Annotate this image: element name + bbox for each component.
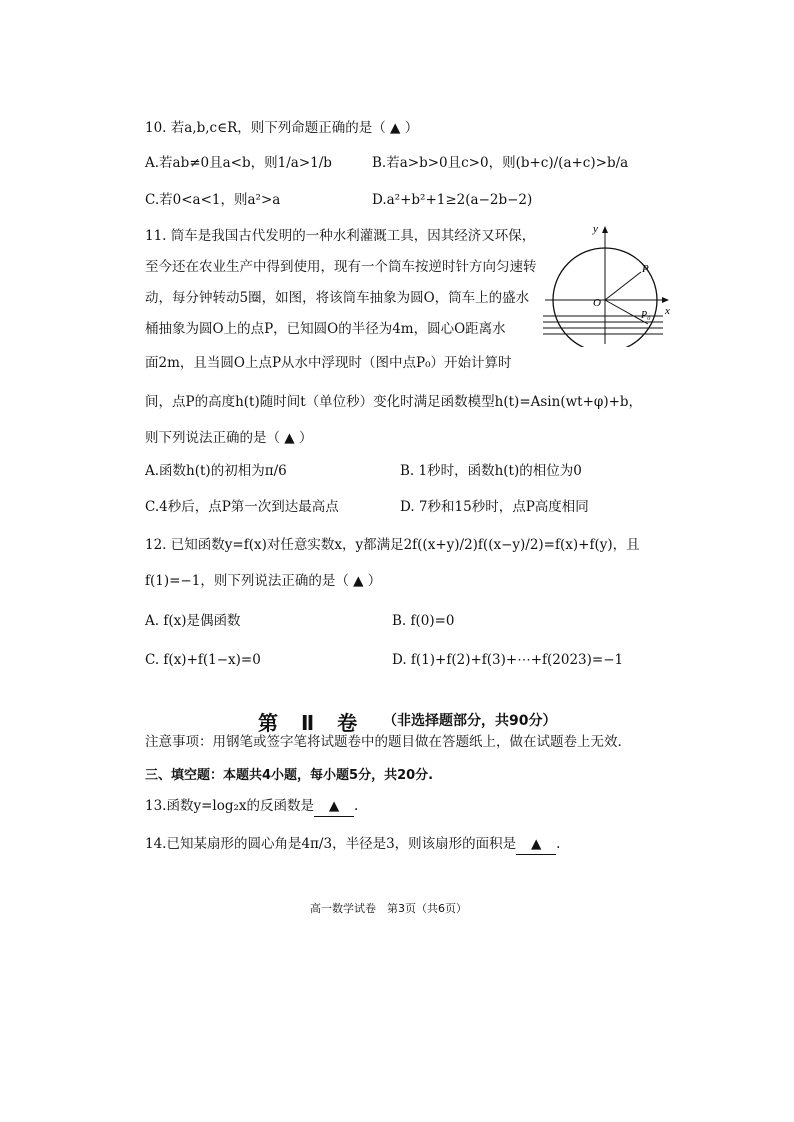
q11-line-6: 间，点P的高度h(t)随时间t（单位秒）变化时满足函数模型h(t)=Asin(wt+φ)+b， bbox=[145, 394, 643, 410]
q13-answer-blank: ▲ bbox=[314, 796, 354, 817]
q14-end: . bbox=[556, 836, 561, 852]
q14-answer-blank: ▲ bbox=[516, 834, 556, 855]
radius-op bbox=[605, 272, 641, 300]
q12-option-a: A. f(x)是偶函数 bbox=[145, 613, 241, 629]
label-p: P bbox=[642, 263, 649, 275]
q13-end: . bbox=[354, 798, 359, 814]
q12-option-d: D. f(1)+f(2)+f(3)+⋯+f(2023)=−1 bbox=[392, 652, 624, 668]
label-o: O bbox=[593, 297, 601, 309]
part2-title: 第 Ⅱ 卷 bbox=[258, 711, 366, 735]
label-p0: P₀ bbox=[641, 310, 651, 321]
q10-stem: 10. 若a,b,c∈R，则下列命题正确的是（ ▲ ） bbox=[145, 120, 419, 136]
water-wheel-diagram bbox=[535, 222, 675, 347]
q10-option-a: A.若ab≠0且a<b，则1/a>1/b bbox=[145, 155, 332, 171]
q11-line-2: 至今还在农业生产中得到使用，现有一个筒车按逆时针方向匀速转 bbox=[145, 259, 537, 275]
q12-line-1: 12. 已知函数y=f(x)对任意实数x，y都满足2f((x+y)/2)f((x−y)/2)=f(x)+f(y)，且 bbox=[145, 537, 640, 553]
q10-option-b: B.若a>b>0且c>0，则(b+c)/(a+c)>b/a bbox=[372, 155, 629, 171]
q11-line-1: 11. 筒车是我国古代发明的一种水利灌溉工具，因其经济又环保， bbox=[145, 228, 536, 244]
x-axis-arrow bbox=[662, 297, 669, 303]
q11-option-d: D. 7秒和15秒时，点P高度相同 bbox=[400, 499, 589, 515]
q11-line-7: 则下列说法正确的是（ ▲ ） bbox=[145, 430, 313, 446]
q12-line-2: f(1)=−1，则下列说法正确的是（ ▲ ） bbox=[145, 573, 382, 589]
q10-option-c: C.若0<a<1，则a²>a bbox=[145, 192, 281, 208]
q14-text: 14.已知某扇形的圆心角是4π/3，半径是3，则该扇形的面积是 bbox=[145, 836, 517, 852]
q12-option-c: C. f(x)+f(1−x)=0 bbox=[145, 652, 261, 668]
q11-line-5: 面2m，且当圆O上点P从水中浮现时（图中点P₀）开始计算时 bbox=[145, 355, 512, 371]
part2-notice: 注意事项：用钢笔或签字笔将试题卷中的题目做在答题纸上，做在试题卷上无效. bbox=[145, 734, 622, 750]
q12-option-b: B. f(0)=0 bbox=[392, 613, 455, 629]
q11-option-a: A.函数h(t)的初相为π/6 bbox=[145, 463, 287, 479]
page-footer: 高一数学试卷 第3页（共6页） bbox=[310, 902, 467, 915]
y-axis-arrow bbox=[602, 226, 608, 233]
part2-subtitle: （非选择题部分，共90分） bbox=[383, 713, 557, 729]
q14 bbox=[145, 834, 560, 855]
q13 bbox=[145, 796, 358, 817]
q11-option-c: C.4秒后，点P第一次到达最高点 bbox=[145, 499, 339, 515]
label-y: y bbox=[593, 223, 598, 235]
q13-text: 13.函数y=log₂x的反函数是 bbox=[145, 798, 315, 814]
q11-option-b: B. 1秒时，函数h(t)的相位为0 bbox=[400, 463, 582, 479]
q11-line-3: 动，每分钟转动5圈，如图，将该筒车抽象为圆O，筒车上的盛水 bbox=[145, 290, 530, 306]
section3-heading: 三、填空题：本题共4小题，每小题5分，共20分. bbox=[145, 768, 434, 783]
label-x: x bbox=[665, 305, 670, 317]
q10-option-d: D.a²+b²+1≥2(a−2b−2) bbox=[372, 192, 533, 208]
q11-line-4: 桶抽象为圆O上的点P，已知圆O的半径为4m，圆心O距离水 bbox=[145, 321, 506, 337]
